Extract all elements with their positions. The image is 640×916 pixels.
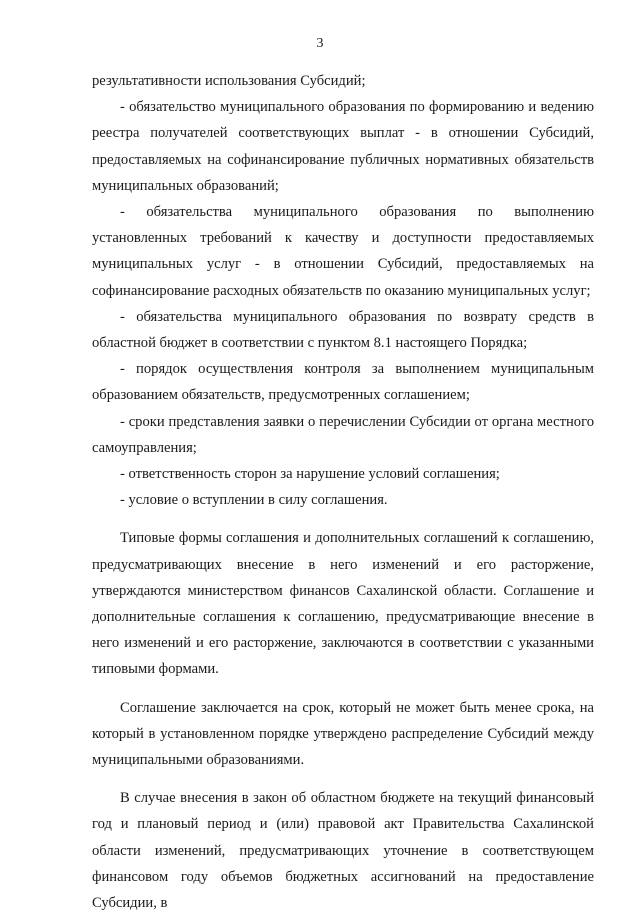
list-item: - обязательства муниципального образования по возврату средств в областной бюджет в соответствии с пунктом 8.1 настоящего Порядка;	[92, 308, 594, 352]
list-item: - обязательства муниципального образования по выполнению установленных требований к качеству и доступности предоставляемых муниципальных услуг - в отношении Субсидий, предоставляемых на софинансирование расходных обязательств по оказанию муниципальных услуг;	[92, 204, 594, 299]
paragraph: В случае внесения в закон об областном бюджете на текущий финансовый год и плановый период и (или) правовой акт Правительства Сахалинской области изменений, предусматривающих уточнение в соответствующем финансовом году объемов бюджетных ассигнований на предоставление Субсидии, в	[92, 790, 594, 912]
document-body	[92, 68, 594, 916]
paragraph: Типовые формы соглашения и дополнительных соглашений к соглашению, предусматривающих внесение в него изменений и его расторжение, утверждаются министерством финансов Сахалинской области. Соглашение и дополнительные соглашения к соглашению, предусматривающие внесение в него изменений и его расторжение, заключаются в соответствии с указанными типовыми формами.	[92, 530, 594, 678]
list-item: - обязательство муниципального образования по формированию и ведению реестра получателей соответствующих выплат - в отношении Субсидий, предоставляемых на софинансирование публичных нормативных обязательств муниципальных образований;	[92, 99, 594, 194]
paragraph: результативности использования Субсидий;	[92, 73, 366, 89]
list-item: - сроки представления заявки о перечислении Субсидии от органа местного самоуправления;	[92, 413, 594, 456]
list-item: - порядок осуществления контроля за выполнением муниципальным образованием обязательств, предусмотренных соглашением;	[92, 361, 594, 404]
paragraph: Соглашение заключается на срок, который не может быть менее срока, на который в установленном порядке утверждено распределение Субсидий между муниципальными образованиями.	[92, 699, 594, 769]
page-number: 3	[316, 36, 324, 51]
list-item: - условие о вступлении в силу соглашения.	[120, 492, 388, 509]
list-item: - ответственность сторон за нарушение условий соглашения;	[120, 466, 500, 483]
